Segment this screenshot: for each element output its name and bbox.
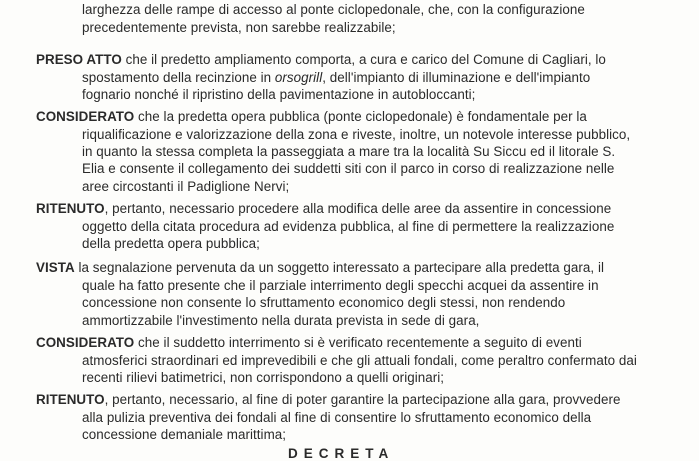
clause-keyword: CONSIDERATO (36, 109, 135, 124)
clause-keyword: PRESO ATTO (36, 52, 122, 67)
text-line: oggetto della citata procedura ad evidenza pubblica, al fine di permettere la realizzazione (82, 219, 615, 234)
text-line: aree circostanti il Padiglione Nervi; (82, 179, 290, 194)
text-line: larghezza delle rampe di accesso al ponte ciclopedonale, che, con la configurazione (82, 2, 585, 17)
clause-text: che il suddetto interrimento si è verificato recentemente a seguito di eventi (134, 335, 582, 350)
text-line: precedentemente prevista, non sarebbe realizzabile; (82, 20, 396, 35)
text-line: della predetta opera pubblica; (82, 236, 260, 251)
clause-text: che la predetta opera pubblica (ponte ciclopedonale) è fondamentale per la (134, 109, 587, 124)
clause-keyword: RITENUTO (36, 201, 105, 216)
text-line: fognario nonché il ripristino della pavimentazione in autobloccanti; (82, 87, 476, 102)
clause-text: , pertanto, necessario, al fine di poter garantire la partecipazione alla gara, provvedere (104, 392, 621, 407)
clause-keyword: VISTA (36, 260, 75, 275)
clause-text: la segnalazione pervenuta da un soggetto interessato a partecipare alla predetta gara, il (74, 260, 605, 275)
clause-keyword: CONSIDERATO (36, 335, 135, 350)
text-line: atmosferici straordinari ed imprevedibili e che gli attuali fondali, come peraltro confermato dai (82, 353, 637, 368)
clause-text: , pertanto, necessario procedere alla modifica delle aree da assentire in concessione (104, 201, 612, 216)
text-segment: , dell'impianto di illuminazione e dell'impianto (322, 70, 591, 85)
italic-term: orsogrill (274, 70, 323, 85)
text-line (82, 69, 590, 86)
clause-text: che il predetto ampliamento comporta, a cura e carico del Comune di Cagliari, lo (121, 52, 606, 67)
text-line: Elia e consente il collegamento dei suddetti siti con il parco in corso di realizzazione nelle (82, 161, 615, 176)
clause-ritenuto (36, 200, 611, 217)
clause-considerato (36, 108, 587, 125)
text-line: quale ha fatto presente che il parziale interrimento degli specchi acquei da assentire in (82, 278, 599, 293)
clause-considerato-2 (36, 334, 582, 351)
clause-vista (36, 259, 604, 276)
clause-preso-atto (36, 51, 606, 68)
text-line: ammortizzabile l'investimento nella durata prevista in sede di gara, (82, 313, 480, 328)
clause-ritenuto-2 (36, 391, 621, 408)
clause-keyword: RITENUTO (36, 392, 105, 407)
text-line: recenti rilievi batimetrici, non corrispondono a quelli originari; (82, 370, 445, 385)
text-line: alla pulizia preventiva dei fondali al fine di consentire lo sfruttamento economico della (82, 410, 592, 425)
text-line: concessione non consente lo sfruttamento economico degli stessi, non rendendo (82, 295, 566, 310)
text-line: concessione demaniale marittima; (82, 427, 287, 442)
text-line: in quanto la stessa completa la passeggiata a mare tra la località Su Siccu ed il litorale S. (82, 144, 616, 159)
text-segment: spostamento della recinzione in (82, 70, 275, 85)
text-line: riqualificazione e valorizzazione della zona e riveste, inoltre, un notevole interesse pubblico, (82, 127, 631, 142)
decreta-heading: DECRETA (288, 446, 395, 461)
